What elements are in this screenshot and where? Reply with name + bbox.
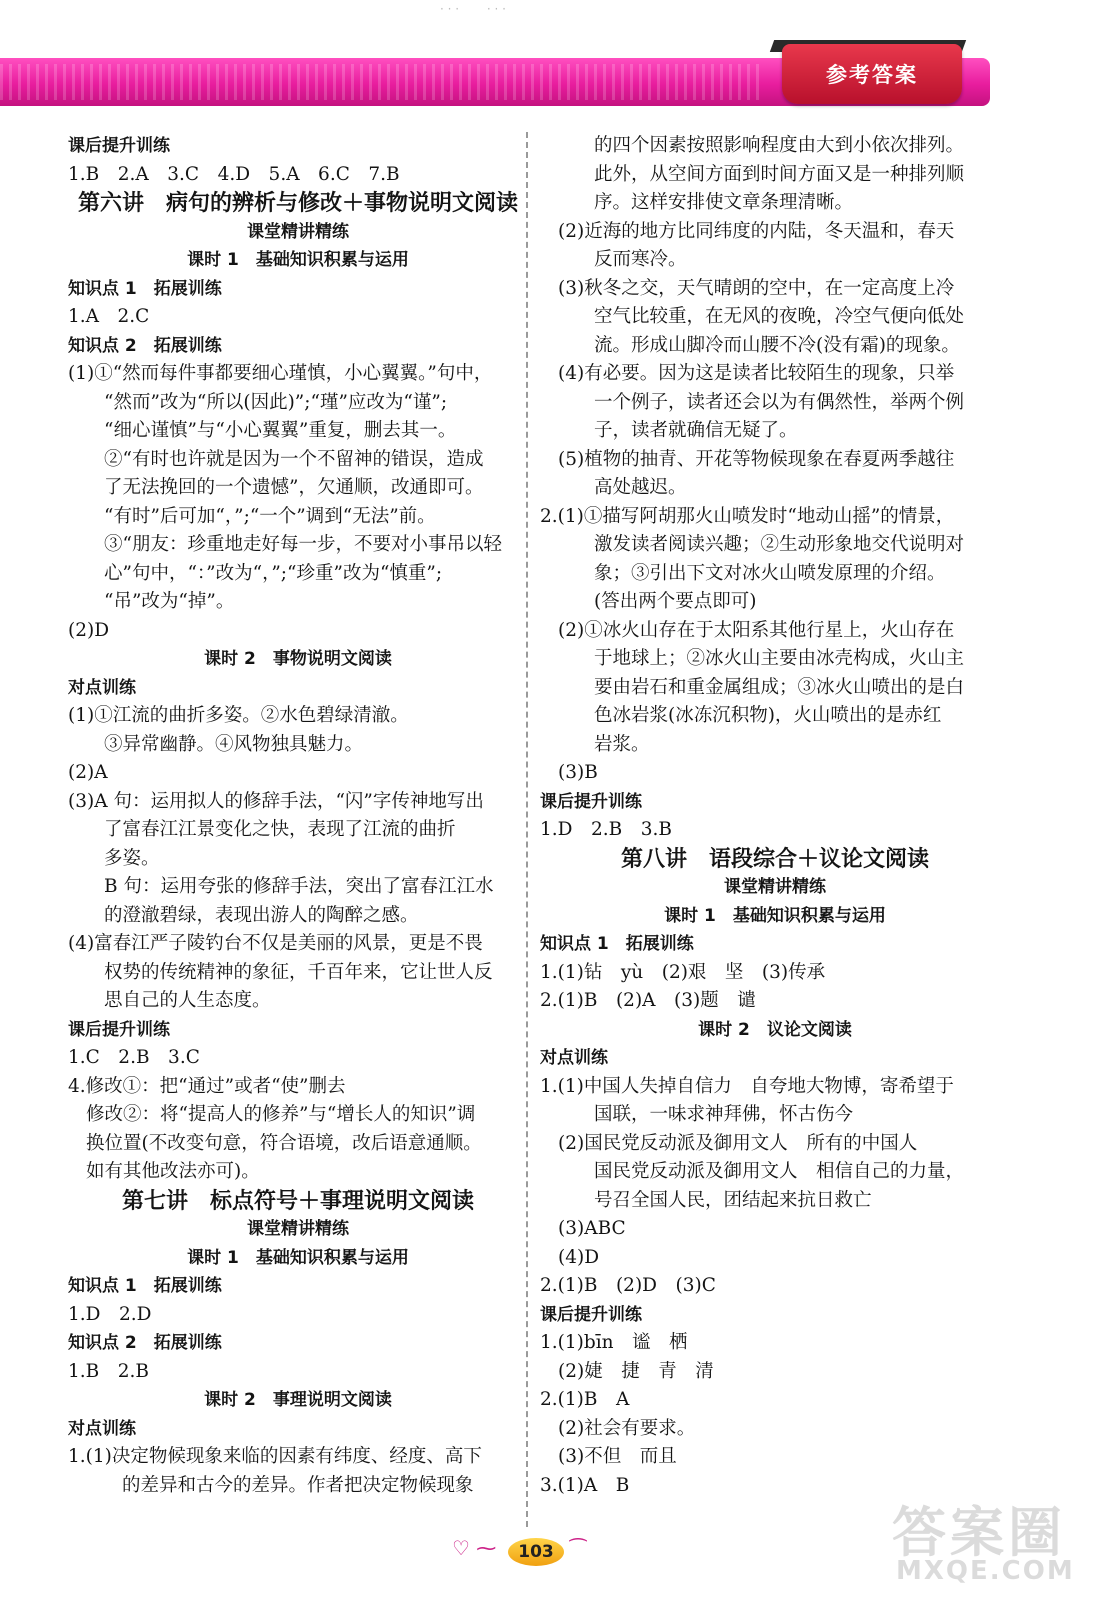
answer-line: 1.(1)决定物候现象来临的因素有纬度、经度、高下 [68, 1446, 482, 1467]
watermark-text: 答案圈 [892, 1501, 1066, 1564]
lecture-title: 第七讲 标点符号＋事理说明文阅读 [121, 1187, 474, 1214]
section-heading: 课后提升训练 [68, 1019, 170, 1040]
answer-line: 象；③引出下文对冰火山喷发原理的介绍。 [594, 562, 946, 584]
lesson-title: 课时 1 基础知识积累与运用 [187, 1247, 409, 1268]
knowledge-heading: 知识点 1 拓展训练 [540, 934, 694, 954]
answer-line: 修改②：将“提高人的修养”与“增长人的知识”调 [86, 1104, 476, 1125]
answer-tab: 参考答案 [782, 44, 962, 104]
answer-line: (3)A 句：运用拟人的修辞手法，“闪”字传神地写出 [68, 790, 484, 812]
answer-line: 了无法挽回的一个遗憾”，欠通顺，改通即可。 [104, 477, 484, 498]
answer-line: (2)国民党反动派及御用文人 所有的中国人 [558, 1132, 918, 1154]
answer-line: (4)有必要。因为这是读者比较陌生的现象，只举 [558, 363, 955, 384]
answer-line: 的澄澈碧绿，表现出游人的陶醉之感。 [104, 904, 419, 926]
knowledge-heading: 知识点 1 拓展训练 [68, 1276, 222, 1296]
lesson-title: 课时 1 基础知识积累与运用 [187, 250, 409, 270]
lesson-title: 课时 2 事理说明文阅读 [204, 1390, 392, 1410]
watermark-url: MXQE.COM [896, 1556, 1075, 1586]
answer-line: 子，读者就确信无疑了。 [594, 420, 798, 441]
answer-line: (2)A [68, 762, 108, 783]
answer-line: (3)B [558, 762, 598, 783]
subsection-title: 课堂精讲精练 [247, 1219, 349, 1239]
answer-line: 2.(1)B (2)D (3)C [540, 1275, 716, 1296]
answer-line: 1.B 2.B [68, 1360, 149, 1382]
answer-line: 国联，一味求神拜佛，怀古伤今 [594, 1104, 854, 1125]
top-faint-header: · · · · · · [440, 2, 506, 16]
answer-line: 2.(1)①描写阿胡那火山喷发时“地动山摇”的情景， [540, 505, 955, 527]
answer-line: 如有其他改法亦可)。 [86, 1161, 260, 1182]
answer-line: 岩浆。 [594, 733, 650, 755]
knowledge-heading: 知识点 1 拓展训练 [68, 278, 222, 299]
banner-stripes [0, 64, 760, 100]
answer-line: 1.C 2.B 3.C [68, 1047, 200, 1068]
answer-line: (2)近海的地方比同纬度的内陆，冬天温和，春天 [558, 220, 955, 242]
answer-line: (3)不但 而且 [558, 1446, 677, 1467]
answer-line: 色冰岩浆(冰冻沉积物)，火山喷出的是赤红 [594, 705, 942, 726]
answer-line: (2)婕 捷 青 清 [558, 1360, 714, 1382]
lesson-title: 课时 1 基础知识积累与运用 [664, 905, 886, 926]
answer-line: 号召全国人民，团结起来抗日救亡 [594, 1189, 872, 1211]
swirl-ornament-icon: ⁀ [570, 1538, 587, 1562]
answer-line: 1.(1)中国人失掉自信力 自夸地大物博，寄希望于 [540, 1075, 954, 1097]
section-heading: 课后提升训练 [68, 136, 170, 156]
answer-line: 心”句中，“：”改为“，”;“珍重”改为“慎重”; [104, 562, 443, 584]
answer-line: (1)①江流的曲折多姿。②水色碧绿清澈。 [68, 705, 409, 726]
answer-line: 国民党反动派及御用文人 相信自己的力量， [594, 1161, 965, 1182]
lecture-title: 第八讲 语段综合＋议论文阅读 [620, 845, 929, 872]
answer-line: 2.(1)B (2)A (3)题 谴 [540, 990, 756, 1011]
answer-line: 1.A 2.C [68, 306, 150, 327]
answer-line: (2)D [68, 619, 110, 641]
section-heading: 对点训练 [68, 677, 136, 698]
knowledge-heading: 知识点 2 拓展训练 [68, 1333, 222, 1353]
answer-line: “然而”改为“所以(因此)”;“瑾”应改为“谨”; [104, 391, 448, 413]
answer-line: 3.(1)A B [540, 1474, 630, 1496]
answer-line: (4)富春江严子陵钓台不仅是美丽的风景，更是不畏 [68, 933, 483, 954]
answer-line: “吊”改为“掉”。 [104, 591, 235, 612]
section-heading: 课后提升训练 [540, 1304, 642, 1325]
answer-line: (4)D [558, 1246, 600, 1268]
answer-line: 的四个因素按照影响程度由大到小依次排列。 [594, 135, 965, 156]
section-heading: 课后提升训练 [540, 791, 642, 812]
watermark-logo [892, 1490, 1082, 1590]
answer-line: 1.(1)钻 yù (2)艰 坚 (3)传承 [540, 961, 826, 983]
answer-line: (3)秋冬之交，天气晴朗的空中，在一定高度上冷 [558, 277, 955, 299]
answer-line: 了富春江江景变化之快，表现了江流的曲折 [104, 819, 456, 840]
answer-line: (2)社会有要求。 [558, 1417, 696, 1439]
answer-line: (2)①冰火山存在于太阳系其他行星上，火山存在 [558, 619, 955, 641]
answer-line: 此外，从空间方面到时间方面又是一种排列顺 [594, 163, 965, 185]
answer-line: 换位置(不改变句意，符合语境，改后语意通顺。 [86, 1132, 482, 1154]
answer-line: ②“有时也许就是因为一个不留神的错误，造成 [104, 448, 484, 470]
subsection-title: 课堂精讲精练 [724, 877, 826, 897]
answer-line: 1.B 2.A 3.C 4.D 5.A 6.C 7.B [68, 163, 400, 185]
answer-line: 序。这样安排使文章条理清晰。 [594, 192, 854, 213]
answer-line: (3)ABC [558, 1218, 626, 1239]
answer-line: (答出两个要点即可) [594, 591, 757, 612]
answer-line: 权势的传统精神的象征，千百年来，它让世人反 [104, 961, 493, 983]
answer-line: 多姿。 [104, 847, 160, 869]
answer-line: 的差异和古今的差异。作者把决定物候现象 [122, 1474, 474, 1496]
answer-line: 1.(1)bīn 谧 栖 [540, 1332, 688, 1353]
answer-line: 要由岩石和重金属组成；③冰火山喷出的是白 [594, 676, 965, 698]
answer-line: ③异常幽静。④风物独具魅力。 [104, 733, 364, 755]
answer-line: 1.D 2.B 3.B [540, 819, 672, 840]
answer-line: 1.D 2.D [68, 1303, 152, 1325]
page-number: 103 [508, 1538, 564, 1566]
answer-line: 空气比较重，在无风的夜晚，冷空气便向低处 [594, 306, 965, 327]
section-heading: 对点训练 [68, 1418, 136, 1439]
subsection-title: 课堂精讲精练 [247, 221, 349, 242]
answer-line: B 句：运用夸张的修辞手法，突出了富春江江水 [104, 876, 494, 897]
answer-line: ③“朋友：珍重地走好每一步，不要对小事吊以轻 [104, 534, 502, 555]
lecture-title: 第六讲 病句的辨析与修改＋事物说明文阅读 [77, 190, 518, 216]
knowledge-heading: 知识点 2 拓展训练 [68, 335, 222, 356]
right-column [540, 132, 1010, 1500]
answer-line: 2.(1)B A [540, 1389, 630, 1410]
answer-line: 于地球上；②冰火山主要由冰壳构成，火山主 [594, 648, 965, 669]
answer-line: 激发读者阅读兴趣；②生动形象地交代说明对 [594, 534, 965, 555]
answer-line: 流。形成山脚冷而山腰不冷(没有霜)的现象。 [594, 334, 960, 356]
left-column [68, 132, 528, 1500]
answer-line: “有时”后可加“，”;“一个”调到“无法”前。 [104, 505, 436, 527]
page-number-footer [452, 1534, 602, 1570]
heart-ornament-icon: ♡ ⁓ [452, 1536, 497, 1560]
answer-line: (1)①“然而每件事都要细心瑾慎，小心翼翼。”句中， [68, 363, 493, 384]
answer-line: 一个例子，读者还会以为有偶然性，举两个例 [594, 391, 965, 413]
section-heading: 对点训练 [540, 1048, 608, 1068]
lesson-title: 课时 2 事物说明文阅读 [204, 649, 392, 669]
answer-line: “细心谨慎”与“小心翼翼”重复，删去其一。 [104, 420, 457, 441]
answer-line: (5)植物的抽青、开花等物候现象在春夏两季越往 [558, 448, 955, 470]
lesson-title: 课时 2 议论文阅读 [698, 1019, 852, 1040]
answer-line: 反而寒冷。 [594, 249, 687, 270]
answer-line: 思自己的人生态度。 [104, 990, 271, 1011]
answer-line: 4.修改①：把“通过”或者“使”删去 [68, 1075, 346, 1097]
answer-line: 高处越迟。 [594, 477, 687, 498]
